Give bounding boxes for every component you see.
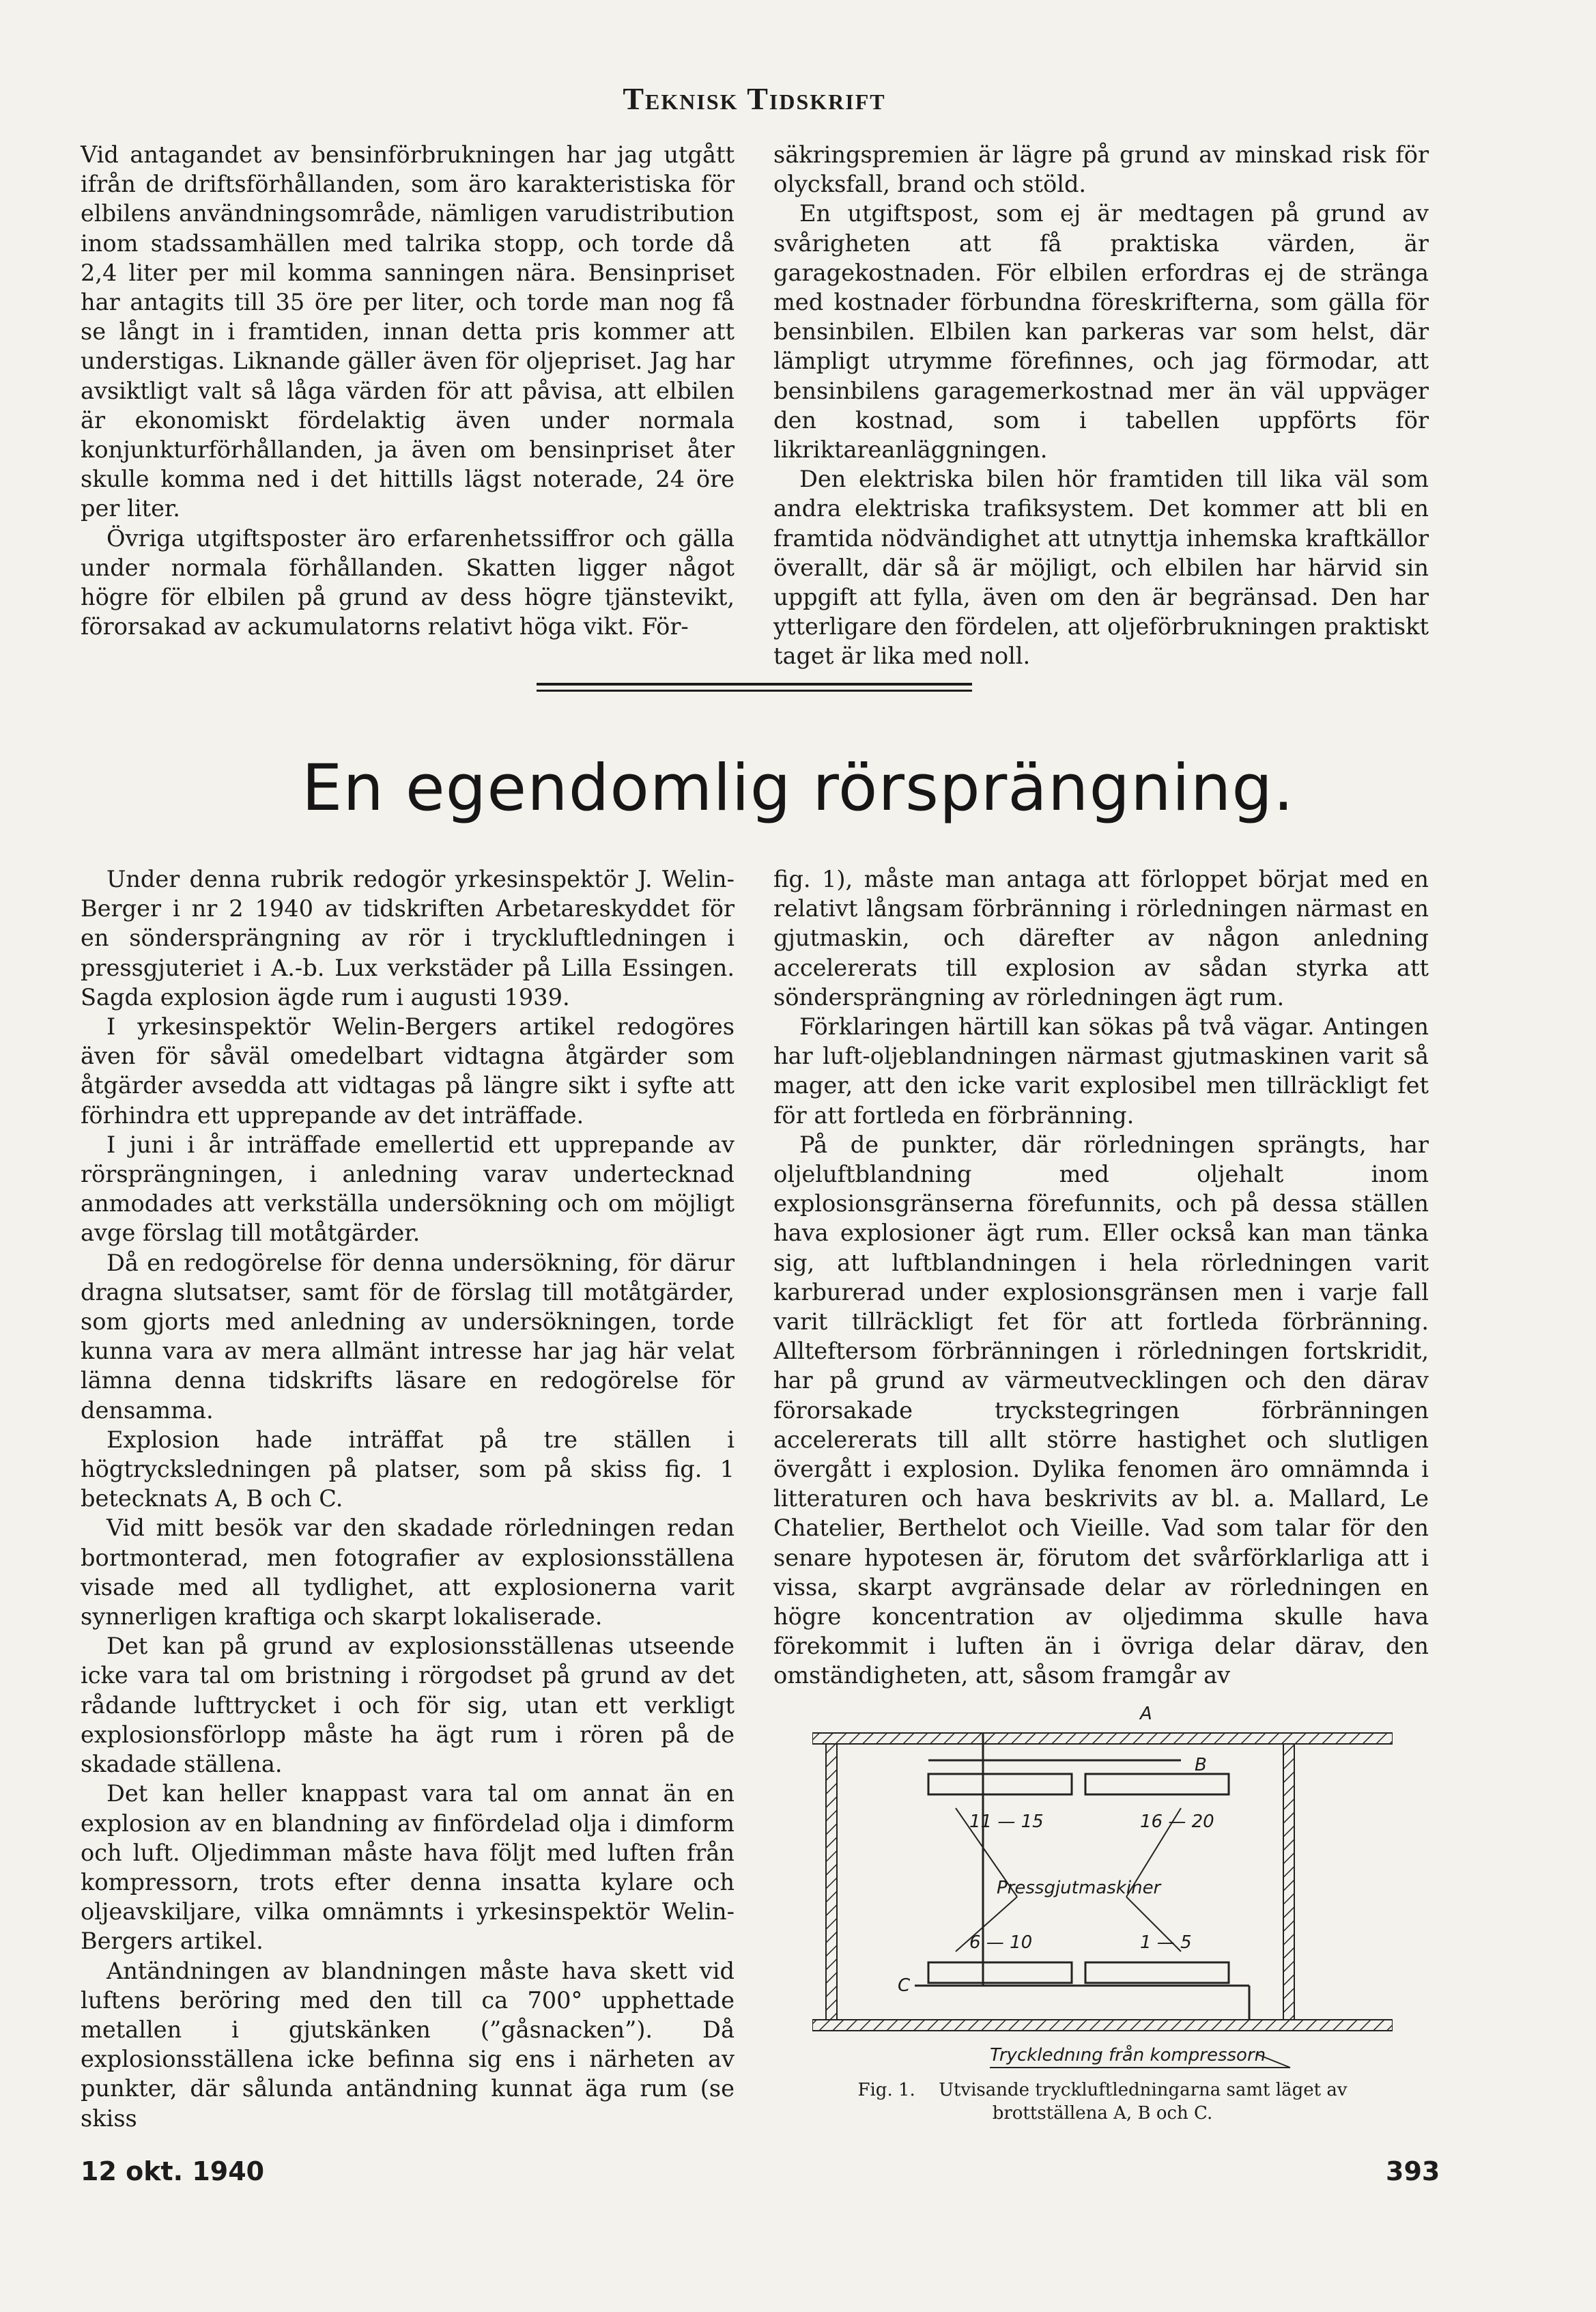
figure-caption xyxy=(812,2078,1393,2125)
label-press-right: maskiner xyxy=(1079,1878,1161,1898)
paragraph: Explosion hade inträffat på tre ställen i högtrycksledningen på platser, som på skiss fig. 1 betecknats A, B och C. xyxy=(81,1426,735,1512)
paragraph: En utgiftspost, som ej är medtagen på grund av svårigheten att få praktiska värden, är garagekostnaden. För elbilen erfordras ej de stränga med kostnader förbundna föreskrifterna, som gälla för bensinbilen. Elbilen kan parkeras var som helst, där lämpligt utrymme förefinnes, och jag förmodar, att bensinbilens garagemerkostnad mer än väl uppväger den kostnad, som i tabellen uppförts för likriktareanläggningen. xyxy=(773,200,1429,464)
paragraph: Vid antagandet av bensinförbrukningen har jag utgått ifrån de driftsförhållanden, som äro karakteristiska för elbilens användningsområde, nämligen varudistribution inom stadssamhällen med talrika stopp, och torde då 2,4 liter per mil komma sanningen nära. Bensinpriset har antagits till 35 öre per liter, och torde man nog få se långt in i framtiden, innan detta pris kommer att understigas. Liknande gäller även för oljepriset. Jag har avsiktligt valt så låga värden för att påvisa, att elbilen är ekonomiskt fördelaktig även under normala konjunkturförhållanden, ja även om bensinpriset åter skulle komma ned i det hittills lägst noterade, 24 öre per liter. xyxy=(81,141,735,522)
label-a: A xyxy=(1140,1704,1152,1724)
paragraph: Under denna rubrik redogör yrkesinspektör J. Welin-Berger i nr 2 1940 av tidskriften Arbetareskyddet för en söndersprängning av rör i tryckluftledningen i pressgjuteriet i A.-b. Lux verkstäder på Lilla Essingen. Sagda explosion ägde rum i augusti 1939. xyxy=(81,866,735,1011)
paragraph: Det kan på grund av explosionsställenas utseende icke vara tal om bristning i rörgodset på grund av det rådande lufttrycket i och för sig, utan ett verkligt explosionsförlopp måste ha ägt rum i rören på de skadade ställena. xyxy=(81,1633,735,1778)
paragraph: I yrkesinspektör Welin-Bergers artikel redogöres även för såväl omedelbart vidtagna åtgärder som åtgärder avsedda att vidtagas på längre sikt i syfte att förhindra ett upprepande av det inträffade. xyxy=(81,1013,735,1129)
top-left-column xyxy=(81,140,735,641)
caption-text: Utvisande tryckluftledningarna samt läget av brottställena A, B och C. xyxy=(939,2080,1348,2124)
label-press-left: Pressgjut xyxy=(997,1878,1079,1898)
footer-date: 12 okt. 1940 xyxy=(81,2156,265,2186)
top-right-column xyxy=(773,140,1429,671)
paragraph: Då en redogörelse för denna undersökning, för därur dragna slutsatser, samt för de förslag till motåtgärder, som gjorts med anledning av undersökningen, torde kunna vara av mera allmänt intresse har jag här velat lämna denna tidskrifts läsare en redogörelse för densamma. xyxy=(81,1249,735,1424)
paragraph: säkringspremien är lägre på grund av minskad risk för olycksfall, brand och stöld. xyxy=(773,141,1429,198)
figure-1-pipe-diagram xyxy=(812,1699,1393,2109)
labels xyxy=(898,1704,1266,2066)
journal-title: Teknisk Tidskrift xyxy=(623,81,886,116)
article-title: En egendomlig rörsprängning. xyxy=(302,751,1294,826)
paragraph: Den elektriska bilen hör framtiden till lika väl som andra elektriska trafiksystem. Det kommer att bli en framtida nödvändighet att utnyttja inhemska kraftkällor överallt, där så är möjligt, och elbilen har härvid sin uppgift att fylla, även om den är begränsad. Den har ytterligare den fördelen, att oljeförbrukningen praktiskt taget är lika med noll. xyxy=(773,466,1429,670)
label-b: B xyxy=(1195,1755,1207,1775)
label-machines-11-15: 11 — 15 xyxy=(969,1811,1044,1832)
label-machines-1-5: 1 — 5 xyxy=(1140,1932,1192,1953)
article-left-column xyxy=(81,864,735,2133)
paragraph: På de punkter, där rörledningen sprängts, har oljeluftblandning med oljehalt inom explosionsgränserna förefunnits, och på dessa ställen hava explosioner ägt rum. Eller också kan man tänka sig, att luftblandningen i hela rörledningen varit karburerad under explosionsgränsen men i varje fall varit tillräckligt fet för att fortleda förbränning. Allteftersom förbränningen i rörledningen fortskridit, har på grund av värmeutvecklingen och den därav förorsakade tryckstegringen förbränningen accelererats till allt större hastighet och slutligen övergått i explosion. Dylika fenomen äro omnämnda i litteraturen och hava beskrivits av bl. a. Mallard, Le Chatelier, Berthelot och Vieille. Vad som talar för den senare hypotesen är, förutom det svårförklarliga att i vissa, skarpt avgränsade delar av rörledningen en högre koncentration av oljedimma skulle hava förekommit i luften än i övriga delar därav, den omständigheten, att, såsom framgår av xyxy=(773,1131,1429,1689)
figure-number: Fig. 1. xyxy=(857,2080,915,2100)
paragraph: fig. 1), måste man antaga att förloppet börjat med en relativt långsam förbränning i rörledningen närmast en gjutmaskin, och därefter av någon anledning accelererats till explosion av sådan styrka att söndersprängning av rörledningen ägt rum. xyxy=(773,866,1429,1011)
page-number: 393 xyxy=(1386,2156,1440,2186)
label-c: C xyxy=(898,1975,911,1996)
label-machines-16-20: 16 — 20 xyxy=(1140,1811,1214,1832)
paragraph: I juni i år inträffade emellertid ett upprepande av rörsprängningen, i anledning varav undertecknad anmodades att verkställa undersökning och om möjligt avge förslag till motåtgärder. xyxy=(81,1131,735,1247)
label-machines-6-10: 6 — 10 xyxy=(969,1932,1033,1953)
paragraph: Antändningen av blandningen måste hava skett vid luftens beröring med den till ca 700° upphettade metallen i gjutskänken (”gåsnacken”). Då explosionsställena icke befinna sig ens i närheten av punkter, där sålunda antändning kunnat äga rum (se skiss xyxy=(81,1957,735,2132)
paragraph: Förklaringen härtill kan sökas på två vägar. Antingen har luft-oljeblandningen närmast gjutmaskinen varit så mager, att den icke varit explosibel men tillräckligt fet för att fortleda en förbränning. xyxy=(773,1013,1429,1129)
article-right-column xyxy=(773,864,1429,1691)
paragraph: Övriga utgiftsposter äro erfarenhetssiffror och gälla under normala förhållanden. Skatten ligger något högre för elbilen på grund av dess högre tjänstevikt, förorsakad av ackumulatorns relativt höga vikt. För- xyxy=(81,524,735,640)
divider-rule xyxy=(537,690,972,692)
paragraph: Det kan heller knappast vara tal om annat än en explosion av en blandning av finfördelad olja i dimform och luft. Oljedimman måste hava följt med luften från kompressorn, trots efter denna insatta kylare och oljeavskiljare, vilka omnämnts i yrkesinspektör Welin-Bergers artikel. xyxy=(81,1780,735,1955)
label-pipe: Trycklednıng från kompressorn xyxy=(990,2045,1266,2066)
pipe-lines xyxy=(915,1733,1249,2020)
paragraph: Vid mitt besök var den skadade rörledningen redan bortmonterad, men fotografier av explosionsställena visade med all tydlighet, att explosionerna varit synnerligen kraftiga och skarpt lokaliserade. xyxy=(81,1514,735,1631)
divider-rule xyxy=(537,683,972,686)
